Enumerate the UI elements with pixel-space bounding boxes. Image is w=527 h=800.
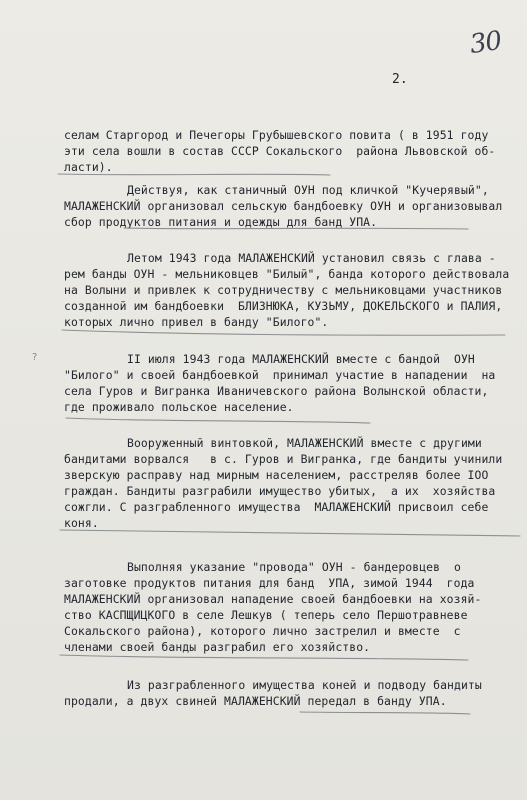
text-line: бандитами ворвался в с. Гуров и Вигранка, где бандиты учинили xyxy=(64,452,503,466)
text-line: созданной им бандбоевки БЛИЗНЮКА, КУЗЬМУ, ДОКЕЛЬСКОГО и ПАЛИЯ, xyxy=(64,299,503,313)
text-line: ласти). xyxy=(64,160,113,174)
text-line: села Гуров и Вигранка Иваничевского района Волынской области, xyxy=(64,384,489,398)
underline-mark xyxy=(60,655,468,660)
text-line: Из разграбленного имущества коней и подводу бандиты xyxy=(127,678,482,692)
text-line: II июля 1943 года МАЛАЖЕНСКИЙ вместе с бандой ОУН xyxy=(127,352,475,366)
underline-mark xyxy=(60,530,520,536)
text-line: граждан. Бандиты разграбили имущество убитых, а их хозяйства xyxy=(64,484,496,498)
text-line: заготовке продуктов питания для банд УПА, зимой 1944 года xyxy=(64,576,475,590)
text-line: Сокальского района), которого лично застрелил и вместе с xyxy=(64,624,461,638)
underline-mark xyxy=(300,712,470,714)
underline-mark xyxy=(62,330,505,335)
text-line: членами своей банды разграбил его хозяйство. xyxy=(64,640,371,654)
text-line: зверскую расправу над мирным населением, расстреляв более IOO xyxy=(64,468,489,482)
archive-number: 30 xyxy=(468,25,504,61)
text-line: которых лично привел в банду "Билого". xyxy=(64,315,329,329)
text-line: Действуя, как станичный ОУН под кличкой "Кучерявый", xyxy=(127,183,489,197)
text-line: где проживало польское население. xyxy=(64,400,294,414)
text-line: на Волыни и привлек к сотрудничеству с мельниковцами участников xyxy=(64,283,503,297)
underline-mark xyxy=(66,418,370,423)
text-line: МАЛАЖЕНСКИЙ организовал нападение своей бандбоевки на хозяй- xyxy=(64,592,482,606)
text-line: МАЛАЖЕНСКИЙ организовал сельскую бандбоевку ОУН и организовывал xyxy=(64,199,503,213)
underline-mark xyxy=(58,174,330,175)
text-line: эти села вошли в состав СССР Сокальского района Львовской об- xyxy=(64,144,496,158)
text-line: Летом 1943 года МАЛАЖЕНСКИЙ установил связь с глава - xyxy=(127,251,496,265)
text-line: сожгли. С разграбленного имущества МАЛАЖЕНСКИЙ присвоил себе xyxy=(64,500,489,514)
text-line: селам Старгород и Печегоры Грубышевского повита ( в 1951 году xyxy=(64,128,489,142)
page-number: 2. xyxy=(392,72,408,87)
text-line: сбор продуктов питания и одежды для банд УПА. xyxy=(64,215,378,229)
text-line: продали, а двух свиней МАЛАЖЕНСКИЙ передал в банду УПА. xyxy=(64,694,447,708)
text-line: ство КАСПЩИЦКОГО в селе Лешкув ( теперь село Першотравневе xyxy=(64,608,468,622)
text-line: рем банды ОУН - мельниковцев "Билый", банда которого действовала xyxy=(64,267,510,281)
text-line: "Билого" и своей бандбоевкой принимал участие в нападении на xyxy=(64,368,496,382)
text-line: коня. xyxy=(64,516,99,530)
text-line: Выполняя указание "провода" ОУН - бандеровцев о xyxy=(127,560,461,574)
margin-mark: ? xyxy=(32,352,38,363)
text-line: Вооруженный винтовкой, МАЛАЖЕНСКИЙ вместе с другими xyxy=(127,436,482,450)
